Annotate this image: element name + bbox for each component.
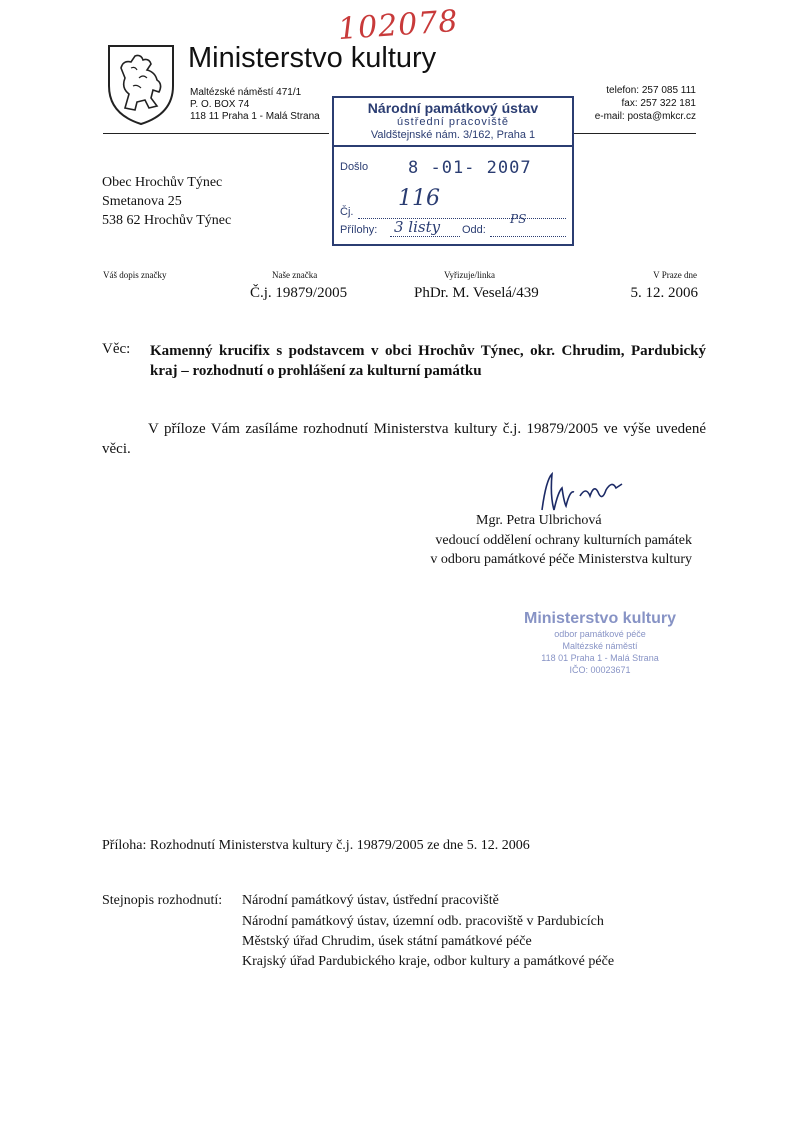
handled-by-label: Vyřizuje/linka: [444, 270, 495, 280]
attachment-note: Příloha: Rozhodnutí Ministerstva kultury č.j. 19879/2005 ze dne 5. 12. 2006: [102, 838, 530, 853]
address-line: P. O. BOX 74: [190, 99, 250, 110]
our-ref-label: Naše značka: [272, 270, 318, 280]
signatory-role: vedoucí oddělení ochrany kulturních památek: [435, 533, 692, 548]
seal-line: Maltézské náměstí: [562, 641, 638, 651]
contact-fax: fax: 257 322 181: [621, 98, 696, 109]
seal-line: odbor památkové péče: [554, 629, 646, 639]
contact-email: e-mail: posta@mkcr.cz: [594, 111, 696, 122]
ministry-name: Ministerstvo kultury: [188, 42, 437, 74]
stamp-dept-label: Odd:: [462, 224, 486, 236]
handwritten-registry-number: 102078: [336, 3, 460, 48]
copies-label: Stejnopis rozhodnutí:: [102, 893, 223, 908]
subject-label: Věc:: [102, 341, 131, 357]
signatory-name: Mgr. Petra Ulbrichová: [476, 513, 602, 528]
stamp-dotted-line: [390, 236, 460, 237]
recipient-name: Obec Hrochův Týnec: [102, 175, 223, 190]
seal-line: IČO: 00023671: [569, 665, 631, 675]
header-rule: [103, 133, 329, 134]
registry-stamp: [332, 96, 574, 246]
stamp-dotted-line: [358, 218, 566, 219]
handled-by-value: PhDr. M. Veselá/439: [414, 285, 539, 301]
official-seal-stamp: [500, 610, 700, 676]
coat-of-arms-lion-icon: [103, 42, 179, 126]
stamp-dept-value: PS: [510, 212, 527, 226]
copy-recipient: Krajský úřad Pardubického kraje, odbor kultury a památkové péče: [242, 954, 615, 969]
stamp-divider: [334, 145, 572, 147]
copy-recipient: Národní památkový ústav, ústřední pracoviště: [242, 893, 499, 908]
stamp-ref-label: Čj.: [340, 206, 354, 218]
seal-title: Ministerstvo kultury: [523, 610, 677, 627]
contact-phone: telefon: 257 085 111: [606, 85, 696, 96]
stamp-received-date: 8 -01- 2007: [408, 158, 532, 178]
stamp-subtitle: ústřední pracoviště: [397, 116, 509, 128]
stamp-received-label: Došlo: [340, 161, 369, 173]
copy-recipient: Národní památkový ústav, územní odb. pracoviště v Pardubicích: [242, 914, 604, 929]
body-paragraph: V příloze Vám zasíláme rozhodnutí Ministerstva kultury č.j. 19879/2005 ve výše uvedené věci.: [102, 421, 706, 457]
recipient-street: Smetanova 25: [102, 194, 182, 209]
copy-recipient: Městský úřad Chrudim, úsek státní památkové péče: [242, 934, 532, 949]
place-date-value: 5. 12. 2006: [630, 285, 698, 301]
subject-text: Kamenný krucifix s podstavcem v obci Hrochův Týnec, okr. Chrudim, Pardubický kraj – rozhodnutí o prohlášení za kulturní památku: [150, 343, 706, 379]
your-letter-label: Váš dopis značky: [103, 270, 167, 280]
stamp-title: Národní památkový ústav: [367, 100, 539, 116]
recipient-city: 538 62 Hrochův Týnec: [102, 213, 232, 228]
seal-line: 118 01 Praha 1 - Malá Strana: [541, 653, 659, 663]
stamp-attachments-label: Přílohy:: [340, 224, 378, 236]
our-ref-value: Č.j. 19879/2005: [250, 285, 348, 301]
signatory-department: v odboru památkové péče Ministerstva kultury: [430, 552, 692, 567]
header-rule: [572, 133, 696, 134]
address-line: Maltézské náměstí 471/1: [190, 87, 302, 98]
stamp-dotted-line: [490, 236, 566, 237]
place-date-label: V Praze dne: [653, 270, 697, 280]
stamp-address: Valdštejnské nám. 3/162, Praha 1: [370, 129, 536, 141]
stamp-ref-value: 116: [398, 186, 440, 211]
address-line: 118 11 Praha 1 - Malá Strana: [190, 111, 320, 122]
stamp-attachments-value: 3 listy: [394, 218, 441, 236]
